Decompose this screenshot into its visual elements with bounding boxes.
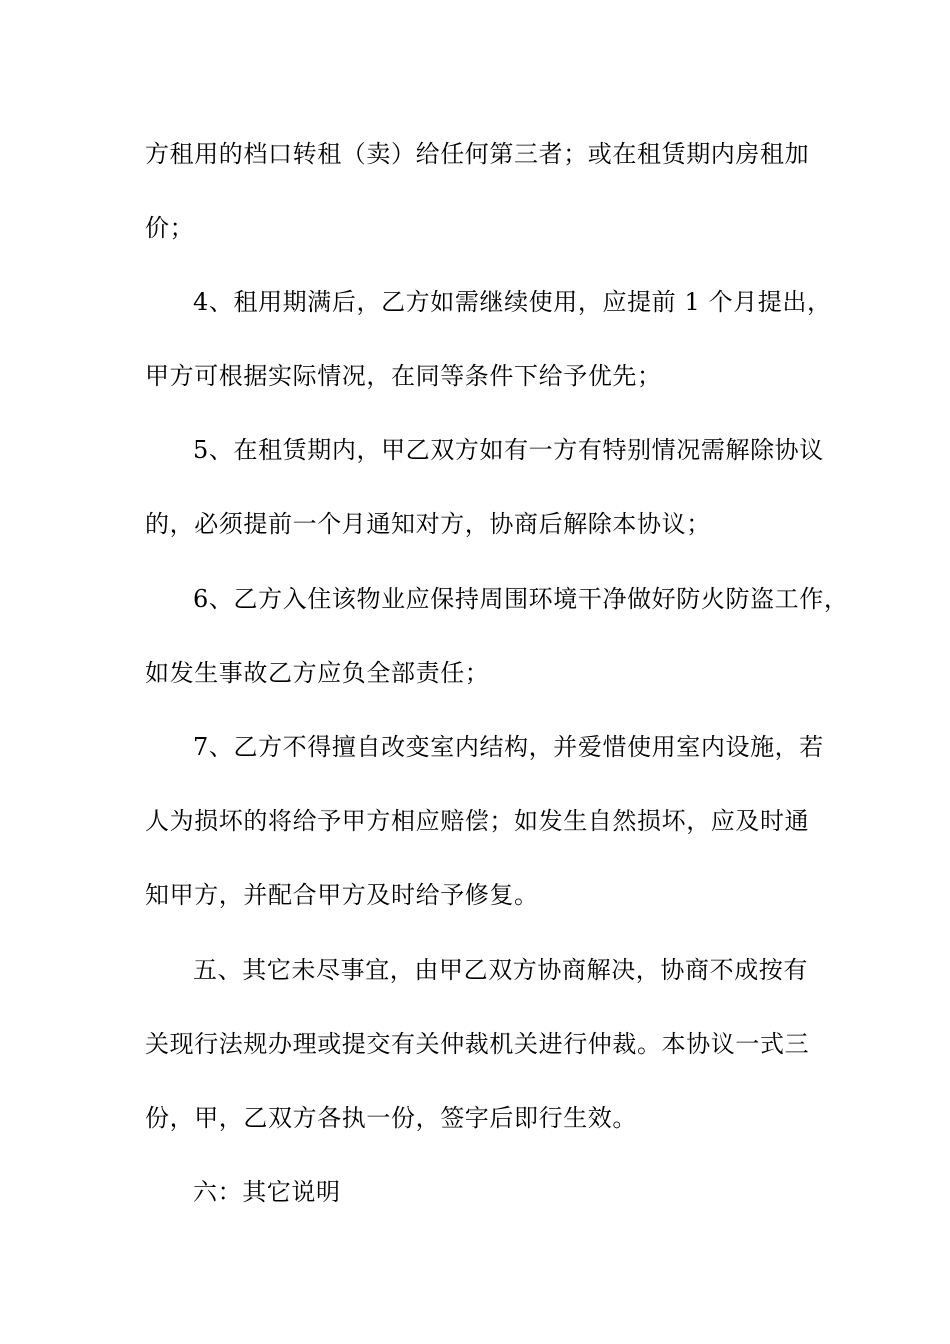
- clause-5-line-2: 的，必须提前一个月通知对方，协商后解除本协议；: [145, 510, 711, 538]
- text-line-2: 价；: [145, 214, 195, 242]
- clause-7-line-1: 7、乙方不得擅自改变室内结构，并爱惜使用室内设施，若: [193, 733, 824, 761]
- clause-7-line-2: 人为损坏的将给予甲方相应赔偿；如发生自然损坏，应及时通: [145, 807, 810, 835]
- clause-6-line-2: 如发生事故乙方应负全部责任；: [145, 659, 490, 687]
- clause-4-line-2: 甲方可根据实际情况，在同等条件下给予优先；: [145, 362, 662, 390]
- clause-4-line-1: 4、租用期满后，乙方如需继续使用，应提前 1 个月提出，: [193, 288, 832, 316]
- clause-6-line-1: 6、乙方入住该物业应保持周围环境干净做好防火防盗工作，: [193, 585, 849, 613]
- clause-5-line-1: 5、在租赁期内，甲乙双方如有一方有特别情况需解除协议: [193, 436, 824, 464]
- section-6-heading: 六：其它说明: [193, 1178, 341, 1206]
- section-5-line-1: 五、其它未尽事宜，由甲乙双方协商解决，协商不成按有: [193, 956, 808, 984]
- section-5-line-2: 关现行法规办理或提交有关仲裁机关进行仲裁。本协议一式三: [145, 1030, 810, 1058]
- section-5-line-3: 份，甲，乙双方各执一份，签字后即行生效。: [145, 1104, 637, 1132]
- clause-7-line-3: 知甲方，并配合甲方及时给予修复。: [145, 881, 539, 909]
- text-line-1: 方租用的档口转租（卖）给任何第三者；或在租赁期内房租加: [145, 140, 810, 168]
